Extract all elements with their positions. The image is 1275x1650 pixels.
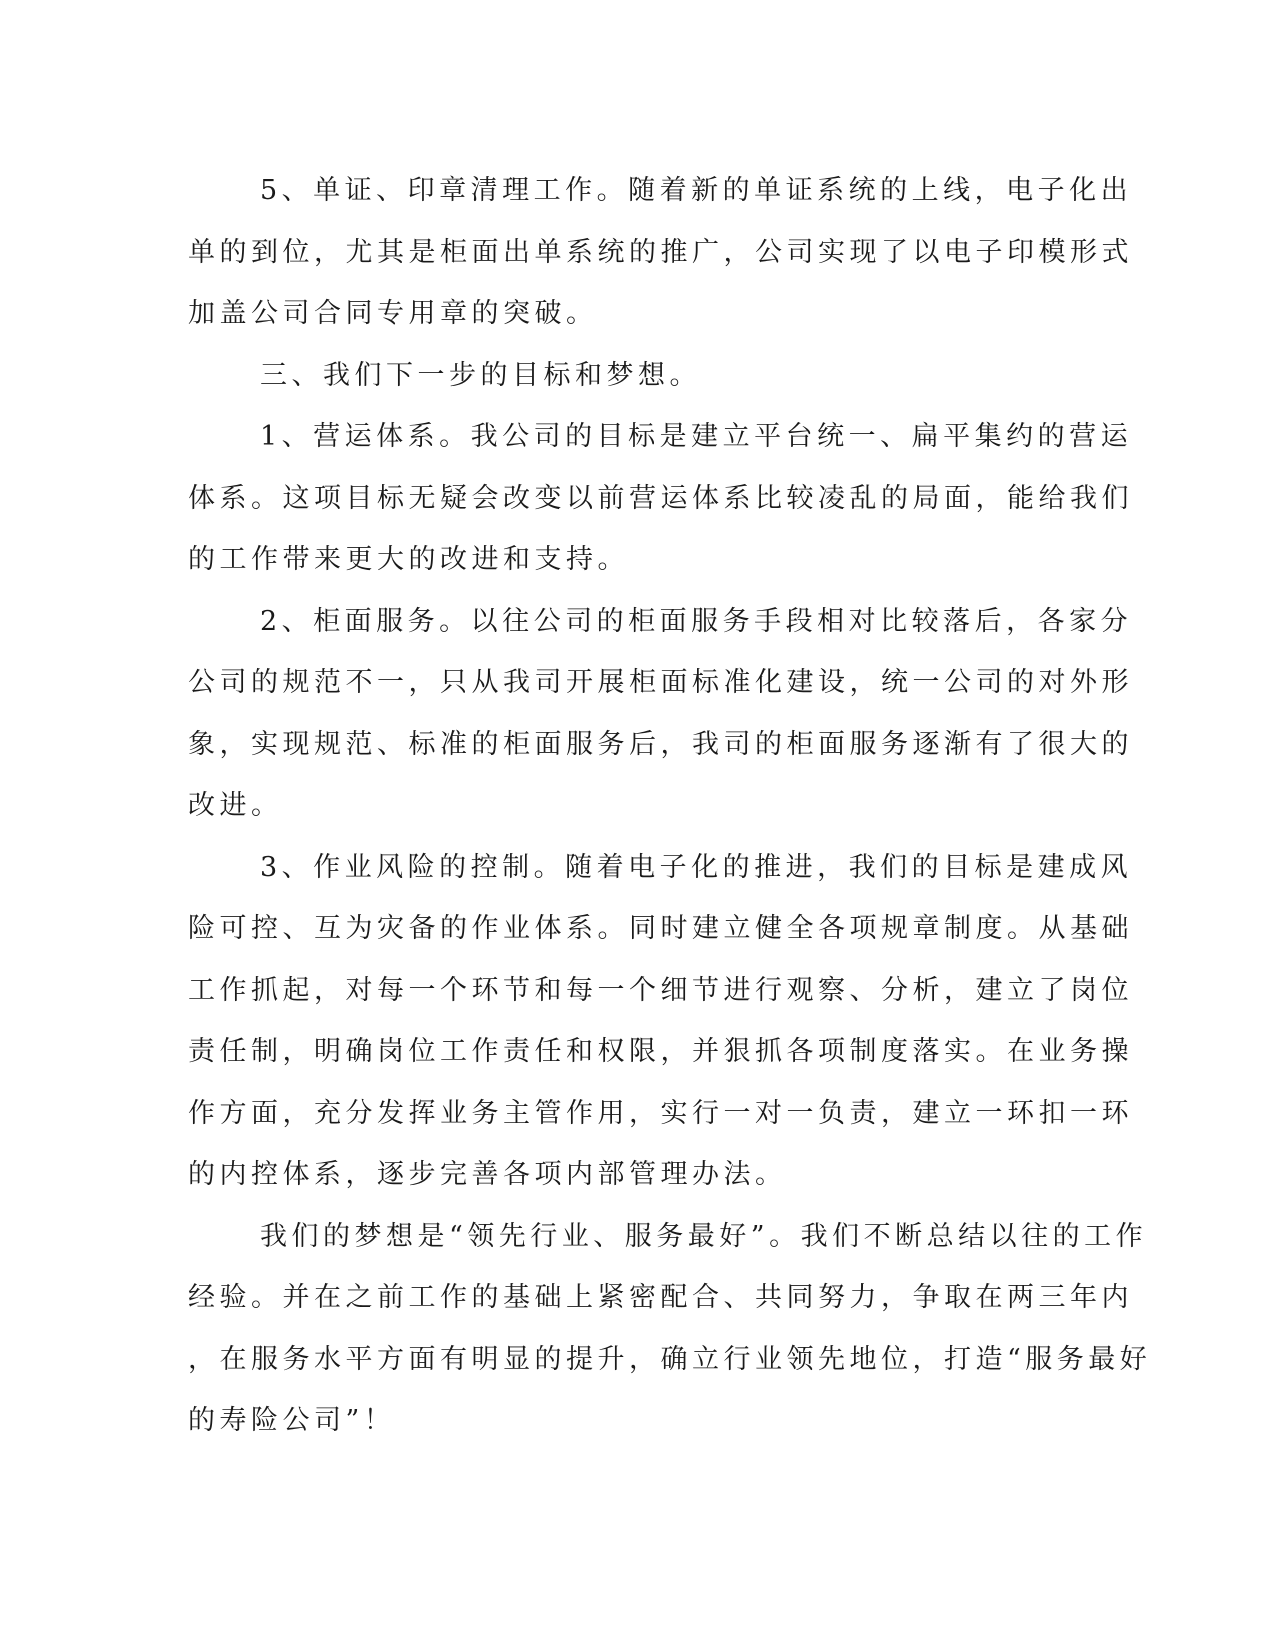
paragraph-document-stamp-cleanup <box>188 160 1133 345</box>
text-line: 作方面，充分发挥业务主管作用，实行一对一负责，建立一环扣一环 <box>188 1097 1133 1129</box>
paragraph-risk-control <box>188 837 1133 1206</box>
paragraph-counter-service <box>188 591 1133 837</box>
text-line: 三、我们下一步的目标和梦想。 <box>260 359 701 391</box>
paragraph-operations-system <box>188 406 1133 591</box>
text-line: 的工作带来更大的改进和支持。 <box>188 544 629 575</box>
section-heading-next-goals <box>188 345 1068 407</box>
text-line: 经验。并在之前工作的基础上紧密配合、共同努力，争取在两三年内 <box>188 1282 1133 1313</box>
text-line: 2、柜面服务。以往公司的柜面服务手段相对比较落后，各家分 <box>260 605 1133 637</box>
text-line: 单的到位，尤其是柜面出单系统的推广，公司实现了以电子印模形式 <box>188 236 1133 268</box>
text-line: 的内控体系，逐步完善各项内部管理办法。 <box>188 1159 787 1190</box>
text-line: 体系。这项目标无疑会改变以前营运体系比较凌乱的局面，能给我们 <box>188 482 1133 514</box>
text-line: 1、营运体系。我公司的目标是建立平台统一、扁平集约的营运 <box>260 421 1133 452</box>
text-line: 象，实现规范、标准的柜面服务后，我司的柜面服务逐渐有了很大的 <box>188 728 1133 760</box>
paragraph-our-dream <box>188 1206 1152 1452</box>
text-line: 加盖公司合同专用章的突破。 <box>188 298 598 329</box>
text-line: 3、作业风险的控制。随着电子化的推进，我们的目标是建成风 <box>260 851 1133 883</box>
text-line: 公司的规范不一，只从我司开展柜面标准化建设，统一公司的对外形 <box>188 667 1133 698</box>
document-body <box>188 160 1152 1452</box>
text-line: 5、单证、印章清理工作。随着新的单证系统的上线，电子化出 <box>260 175 1133 206</box>
text-line: 的寿险公司”！ <box>188 1405 396 1436</box>
text-line: ，在服务水平方面有明显的提升，确立行业领先地位，打造“服务最好 <box>188 1343 1152 1375</box>
text-line: 工作抓起，对每一个环节和每一个细节进行观察、分析，建立了岗位 <box>188 974 1133 1006</box>
text-line: 我们的梦想是“领先行业、服务最好”。我们不断总结以往的工作 <box>260 1220 1148 1252</box>
text-line: 责任制，明确岗位工作责任和权限，并狠抓各项制度落实。在业务操 <box>188 1036 1133 1067</box>
text-line: 险可控、互为灾备的作业体系。同时建立健全各项规章制度。从基础 <box>188 913 1133 944</box>
text-line: 改进。 <box>188 790 283 821</box>
